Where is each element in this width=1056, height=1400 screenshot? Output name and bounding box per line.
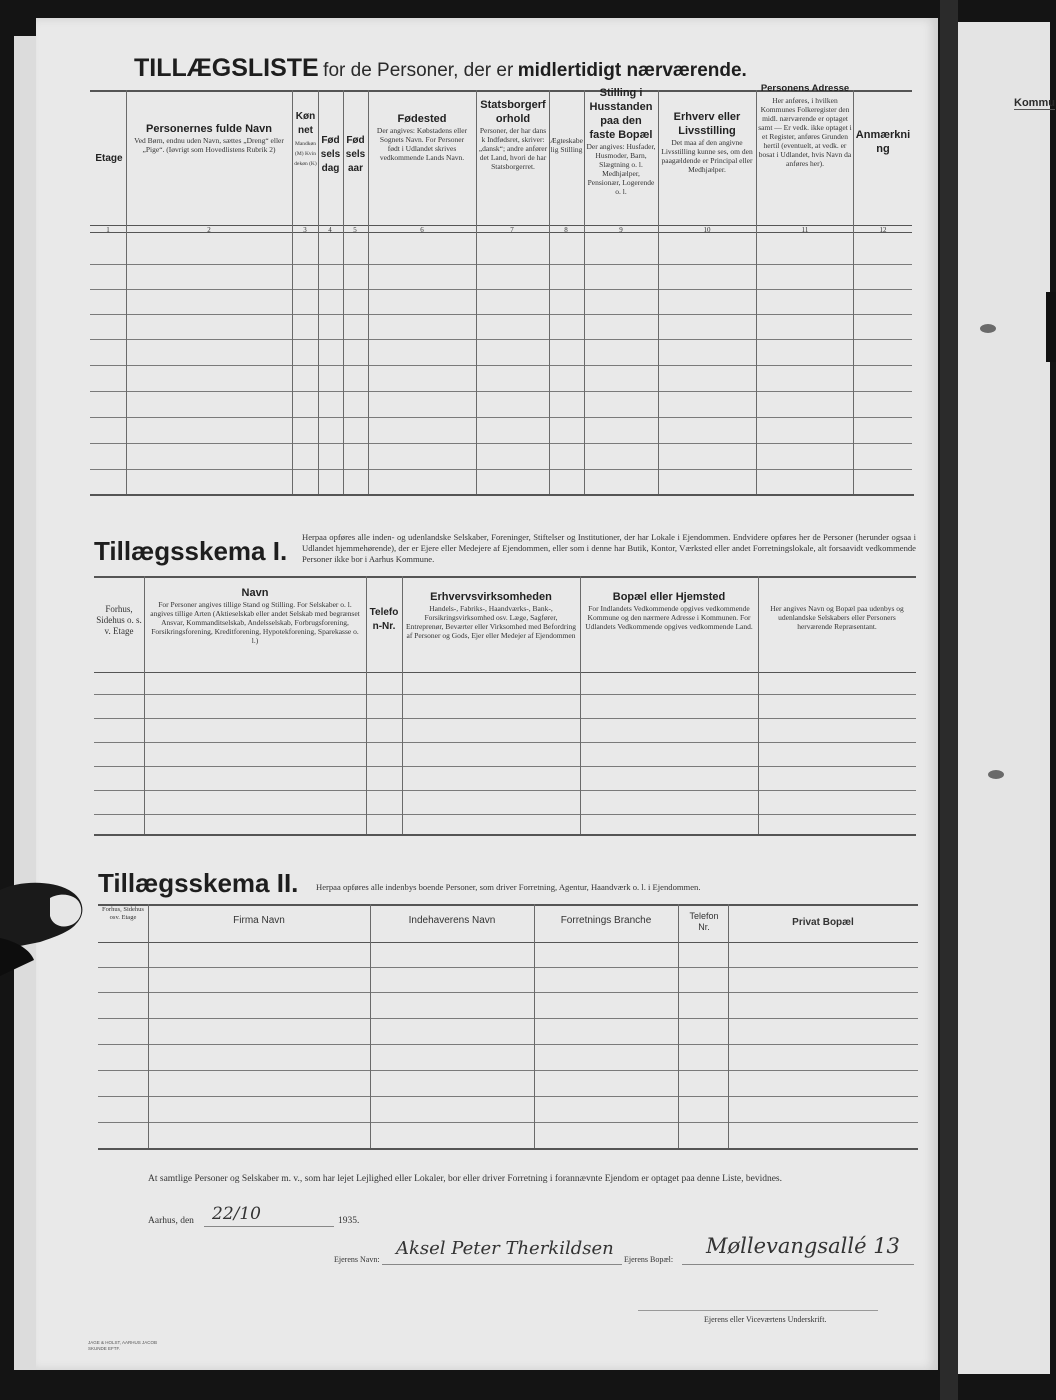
col-number: 10	[703, 226, 711, 234]
skema1-intro: Herpaa opføres alle inden- og udenlandske Selskaber, Foreninger, Stiftelser og Institutioner, der har Lokale i Ejendommen. Endvidere opføres her de Personer (herunder ogsaa i Udlandet hjemmehørende), der er Ejere eller Medejere af Ejendommen, eller som i denne har Butik, Kontor, Værksted eller andet Forretningslokale, alt forsaavidt vedkommende Personer ikke bor i Aarhus Kommune.	[302, 532, 916, 564]
s1-col-telefon: Telefon-Nr.	[369, 607, 399, 632]
owner-address-handwritten: Møllevangsallé 13	[706, 1234, 900, 1258]
year-label: 1935.	[338, 1216, 360, 1226]
owner-name-label: Ejerens Navn:	[334, 1255, 380, 1264]
s1-col-erhvervsvirksomheden: Erhvervsvirksomheden Handels-, Fabriks-, Haandværks-, Bank-, Forsikringsvirksomhed osv. Læge, Sagfører, Entreprenør, Beværter eller Virksomhed med Befordring af Personer og Gods, Ejer eller Medejer af Ejendommen	[406, 591, 576, 640]
back-sheet-edge	[14, 36, 37, 1370]
form-page	[36, 18, 938, 1370]
col-number: 5	[353, 226, 357, 234]
s1-col-repraesentant: Her angives Navn og Bopæl paa udenbys og udenlandske Selskabers eller Personers herværende Repræsentant.	[770, 604, 904, 631]
col-number: 4	[328, 226, 332, 234]
owner-name-handwritten: Aksel Peter Therkildsen	[396, 1238, 614, 1259]
col-etage: Etage	[95, 153, 123, 164]
col-number: 7	[510, 226, 514, 234]
next-page-mark	[1046, 292, 1056, 362]
col-erhverv: Erhverv eller Livsstilling Det maa af den angivne Livsstilling kunne ses, om den paagældende er Principal eller Medhjælper.	[661, 111, 753, 174]
col-number: 11	[801, 226, 809, 234]
skema2-intro: Herpaa opføres alle indenbys boende Personer, som driver Forretning, Agentur, Haandværk o. l. i Ejendommen.	[316, 882, 701, 892]
s2-col-telefon: Telefon Nr.	[689, 911, 719, 932]
book-spine	[940, 0, 958, 1400]
col-koennet: Kønnet Mandkøn (M) Kvindekøn (K)	[294, 111, 317, 167]
smudge	[988, 770, 1004, 779]
col-number: 3	[303, 226, 307, 234]
col-foedselsaar: Fødselsaar	[345, 135, 366, 174]
title-bold: midlertidigt nærværende.	[517, 60, 747, 81]
col-statsborgerforhold: Statsborgerforhold Personer, der har dansk Indfødsret, skriver: „dansk“; andre anfører det Land, hvori de har Statsborgerret.	[478, 99, 548, 171]
finger-image	[0, 880, 90, 980]
next-page-label: Kommu	[1014, 97, 1055, 109]
col-number: 9	[619, 226, 623, 234]
col-aegteskabelig: Ægteskabelig Stilling	[550, 136, 583, 154]
col-personens-adresse: Personens Adresse Her anføres, i hvilken Kommunes Folkeregister den midl. nærværende er optaget samt — Er vedk. ikke optaget i et Register, anføres Grunden hertil (eventuelt, at vedk. er bosat i Udlandet, hvis Navn da anføres her).	[758, 83, 852, 168]
col-number: 1	[106, 226, 110, 234]
s2-col-indehaverens-navn: Indehaverens Navn	[408, 915, 496, 926]
col-foedselsdag: Fødselsdag	[320, 135, 341, 174]
col-number: 2	[207, 226, 211, 234]
certification-statement: At samtlige Personer og Selskaber m. v., som har lejet Lejlighed eller Lokaler, bor eller driver Forretning i forannævnte Ejendom er optaget paa denne Liste, bevidnes.	[148, 1174, 782, 1184]
skema1-title: Tillægsskema I.	[94, 536, 288, 566]
skema2-title: Tillægsskema II.	[98, 868, 299, 898]
smudge	[980, 324, 996, 333]
col-number: 6	[420, 226, 424, 234]
printer-imprint: JAGE & HOLST, AARHUS JACOB SKUNDE EFTF.	[88, 1340, 158, 1351]
col-fulde-navn: Personernes fulde Navn Ved Børn, endnu uden Navn, sættes „Dreng“ eller „Pige“. (Iøvrigt som Hovedlistens Rubrik 2)	[134, 123, 284, 154]
col-stilling-husstanden: Stilling i Husstanden paa den faste Bopæl Der angives: Husfader, Husmoder, Barn, Slægtning o. l. Medhjælper, Pensionær, Logerende o. l.	[586, 87, 656, 196]
handwritten-date: 22/10	[212, 1204, 261, 1224]
s2-col-forretnings-branche: Forretnings Branche	[560, 915, 652, 926]
s2-col-privat-bopael: Privat Bopæl	[792, 917, 854, 928]
signature-label: Ejerens eller Viceværtens Underskrift.	[704, 1315, 827, 1324]
s1-col-navn: Navn For Personer angives tillige Stand og Stilling. For Selskaber o. l. angives tillige Arten (Aktieselskab eller andet Selskab med begrænset Ansvar, Kommanditselskab, Andelsselskab, Forbrugsforening, Forsikringsforening, Kreditforening, Hypotekforening, Sparekasse o. l.)	[150, 587, 360, 645]
col-number: 12	[879, 226, 887, 234]
owner-address-label: Ejerens Bopæl:	[624, 1255, 674, 1264]
title-main: TILLÆGSLISTE	[134, 54, 319, 82]
title-rest: for de Personer, der er	[323, 60, 514, 81]
date-place-label: Aarhus, den	[148, 1216, 194, 1226]
s2-col-etage: Forhus, Sidehus osv. Etage	[102, 906, 144, 921]
col-number: 8	[564, 226, 568, 234]
s2-col-firma-navn: Firma Navn	[233, 915, 285, 926]
col-anmaerkning: Anmærkning	[855, 129, 911, 155]
s1-col-etage: Forhus, Sidehus o. s. v. Etage	[96, 604, 142, 636]
col-foedested: Fødested Der angives: Købstadens eller Sognets Navn. For Personer født i Udlandet skrives vedkommende Lands Navn.	[376, 113, 468, 162]
next-page	[958, 22, 1055, 1374]
s1-col-bopael: Bopæl eller Hjemsted For Indlandets Vedkommende opgives vedkommende Kommune og den nærmere Adresse i Kommunen. For Udlandets Vedkommende opgives vedkommende Land.	[585, 591, 753, 631]
page-title	[134, 54, 747, 83]
